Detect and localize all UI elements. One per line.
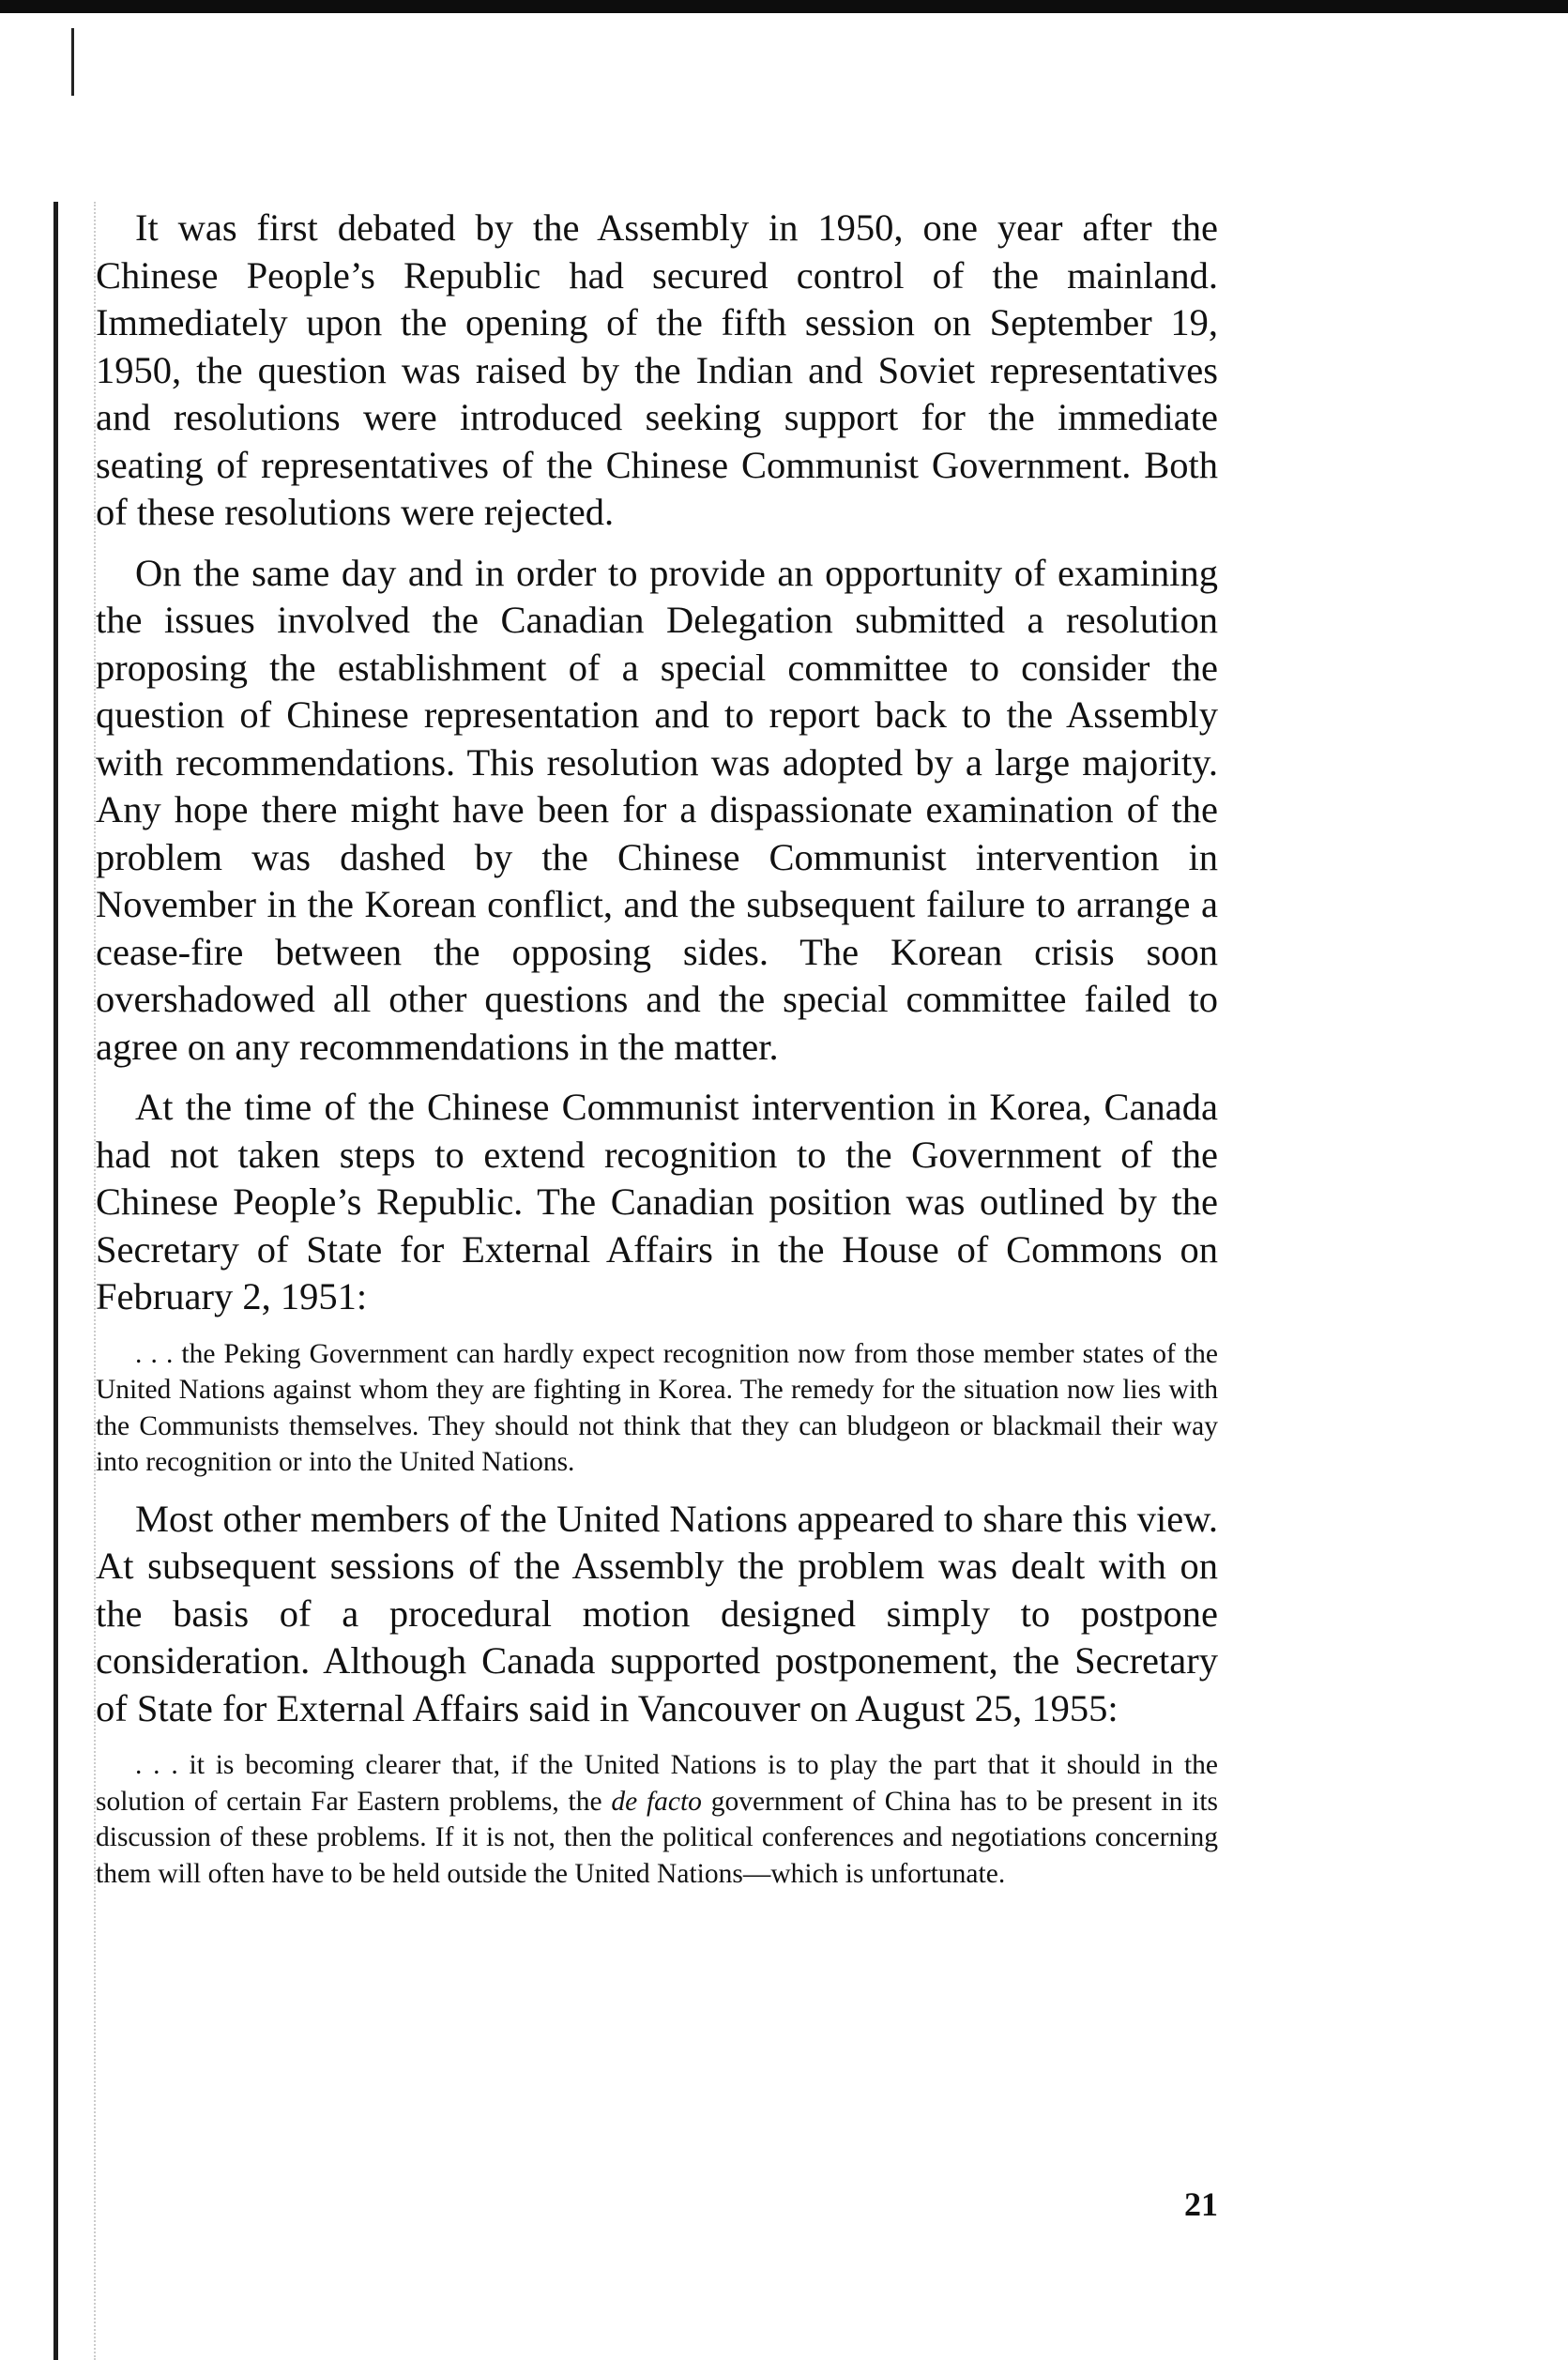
page-fold-line xyxy=(53,202,58,2360)
binding-mark xyxy=(71,28,74,96)
page-body xyxy=(96,205,1218,1907)
body-paragraph: On the same day and in order to provide an opportunity of examining the issues involved the Canadian Delegation submitted a resolution proposing the establishment of a special committee to consider the question of Chinese representation and to report back to the Assembly with recommendations. This resolution was adopted by a large majority. Any hope there might have been for a dispassionate examination of the problem was dashed by the Chinese Communist intervention in November in the Korean conflict, and the subsequent failure to arrange a cease-fire between the opposing sides. The Korean crisis soon overshadowed all other questions and the special committee failed to agree on any recommendations in the matter. xyxy=(96,551,1218,1068)
block-quote: . . . the Peking Government can hardly expect recognition now from those member states of the United Nations against whom they are fighting in Korea. The remedy for the situation now lies with the Communists themselves. They should not think that they can bludgeon or blackmail their way into recognition or into the United Nations. xyxy=(96,1338,1218,1477)
quote-italic-text: de facto xyxy=(611,1786,702,1817)
quote-text: government of China has to be present in its discussion of these problems. If it is not, then the political conferences and negotiations concerning them will often have to be held outside the United Nations—which is unfortunate. xyxy=(96,1786,1218,1889)
facing-page-margin xyxy=(0,0,58,2360)
body-paragraph: At the time of the Chinese Communist intervention in Korea, Canada had not taken steps to extend recognition to the Government of the Chinese People’s Republic. The Canadian position was outlined by the Secretary of State for External Affairs in the House of Commons on February 2, 1951: xyxy=(96,1086,1218,1317)
page-number: 21 xyxy=(1184,2185,1218,2223)
body-paragraph: It was first debated by the Assembly in 1950, one year after the Chinese People’s Republic had secured control of the mainland. Immediately upon the opening of the fifth session on September 19, 1950, the question was raised by the Indian and Soviet representatives and resolutions were introduced seeking support for the immediate seating of representatives of the Chinese Communist Government. Both of these resolutions were rejected. xyxy=(96,206,1218,533)
scan-top-edge xyxy=(0,0,1568,13)
block-quote xyxy=(96,1747,1218,1892)
body-paragraph: Most other members of the United Nations appeared to share this view. At subsequent sessions of the Assembly the problem was dealt with on the basis of a procedural motion designed simply to postpone consideration. Although Canada supported postponement, the Secretary of State for External Affairs said in Vancouver on August 25, 1955: xyxy=(96,1497,1218,1729)
quote-text: . . . it is becoming clearer that, if the United Nations is to play the part that it should in the solution of certain Far Eastern problems, the xyxy=(96,1750,1218,1817)
